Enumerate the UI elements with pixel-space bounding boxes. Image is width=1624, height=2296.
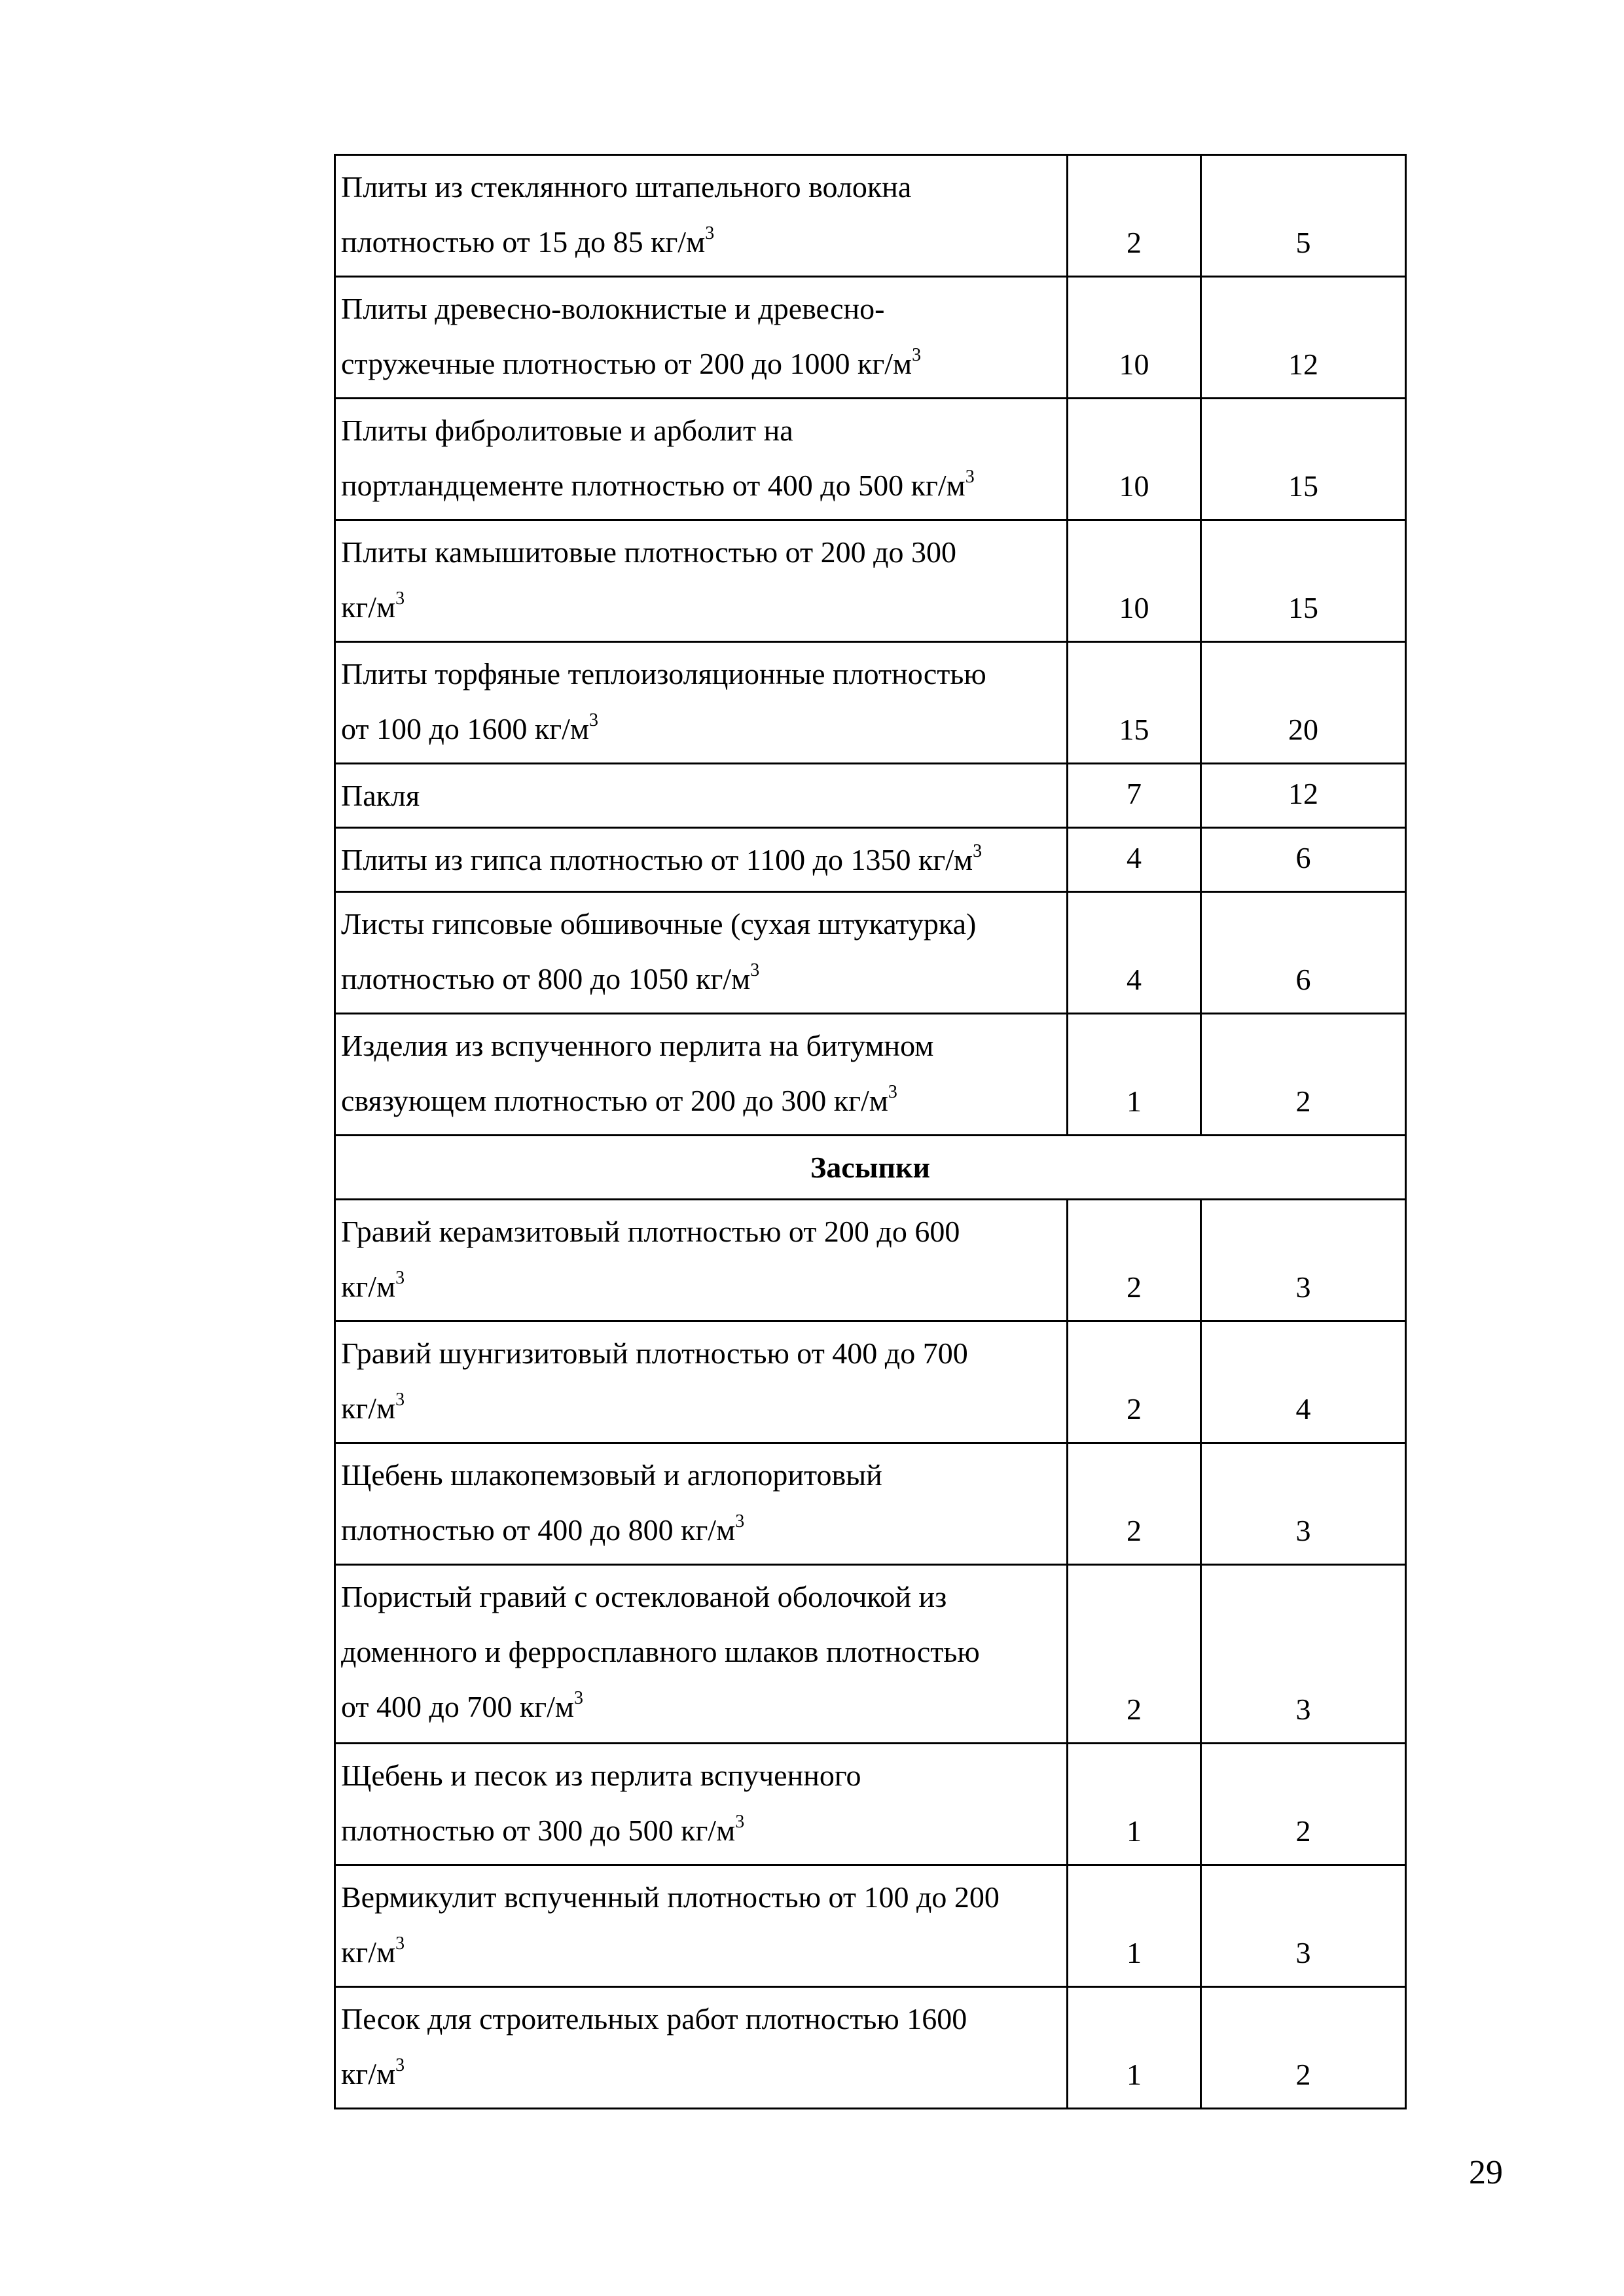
- material-description: [335, 155, 1068, 277]
- value-column-2: 3: [1201, 1565, 1406, 1744]
- description-line: [341, 2047, 1061, 2102]
- description-text: Пакля: [341, 779, 420, 812]
- table-row: [335, 1200, 1406, 1321]
- value-column-1: 2: [1068, 155, 1201, 277]
- description-text: Плиты из стеклянного штапельного волокна: [341, 170, 912, 204]
- unit-superscript: 3: [973, 840, 983, 861]
- description-line: [341, 215, 1061, 270]
- description-text: кг/м: [341, 2057, 396, 2090]
- description-line: [341, 1073, 1061, 1128]
- unit-superscript: 3: [888, 1081, 897, 1102]
- material-description: [335, 1865, 1068, 1987]
- value-column-2: 2: [1201, 1014, 1406, 1136]
- description-text: Пористый гравий с остеклованой оболочкой из: [341, 1580, 947, 1613]
- description-text: Гравий шунгизитовый плотностью от 400 до 700: [341, 1336, 968, 1370]
- value-column-1: 1: [1068, 1987, 1201, 2109]
- section-title: Засыпки: [335, 1136, 1406, 1200]
- material-description: [335, 1321, 1068, 1443]
- description-line: [341, 647, 1061, 702]
- description-line: [341, 1381, 1061, 1436]
- material-description: [335, 277, 1068, 399]
- description-text: Гравий керамзитовый плотностью от 200 до 600: [341, 1215, 960, 1248]
- description-line: [341, 1448, 1061, 1503]
- unit-superscript: 3: [735, 1811, 745, 1832]
- table-row: [335, 828, 1406, 892]
- value-column-1: 2: [1068, 1443, 1201, 1565]
- value-column-2: 4: [1201, 1321, 1406, 1443]
- unit-superscript: 3: [965, 466, 975, 487]
- description-text: плотностью от 400 до 800 кг/м: [341, 1513, 736, 1547]
- description-text: от 100 до 1600 кг/м: [341, 712, 590, 745]
- materials-table: [334, 154, 1407, 2109]
- value-column-2: 15: [1201, 520, 1406, 642]
- description-text: Вермикулит вспученный плотностью от 100 до 200: [341, 1880, 1000, 1914]
- material-description: [335, 892, 1068, 1014]
- description-text: плотностью от 300 до 500 кг/м: [341, 1814, 736, 1847]
- table-row: [335, 642, 1406, 764]
- description-line: [341, 1992, 1061, 2047]
- material-description: [335, 520, 1068, 642]
- unit-superscript: 3: [705, 223, 715, 243]
- description-text: плотностью от 15 до 85 кг/м: [341, 225, 706, 259]
- description-line: [341, 1259, 1061, 1314]
- materials-table-body: [335, 155, 1406, 2109]
- value-column-1: 1: [1068, 1744, 1201, 1865]
- table-row: [335, 1865, 1406, 1987]
- table-row: [335, 1565, 1406, 1744]
- description-line: [341, 1018, 1061, 1073]
- unit-superscript: 3: [574, 1687, 584, 1708]
- value-column-2: 15: [1201, 399, 1406, 520]
- description-text: Щебень шлакопемзовый и аглопоритовый: [341, 1458, 882, 1492]
- description-line: [341, 952, 1061, 1007]
- table-row: [335, 277, 1406, 399]
- table-row: [335, 1744, 1406, 1865]
- description-text: доменного и ферросплавного шлаков плотностью: [341, 1635, 980, 1668]
- description-line: [341, 897, 1061, 952]
- description-line: [341, 160, 1061, 215]
- table-row: [335, 155, 1406, 277]
- unit-superscript: 3: [395, 588, 405, 609]
- description-text: Плиты из гипса плотностью от 1100 до 1350 кг/м: [341, 843, 973, 876]
- unit-superscript: 3: [750, 960, 760, 980]
- description-line: [341, 1925, 1061, 1980]
- description-text: кг/м: [341, 1935, 396, 1969]
- material-description: [335, 642, 1068, 764]
- value-column-2: 20: [1201, 642, 1406, 764]
- description-text: Листы гипсовые обшивочные (сухая штукатурка): [341, 907, 977, 941]
- description-text: Песок для строительных работ плотностью 1600: [341, 2002, 967, 2036]
- description-text: от 400 до 700 кг/м: [341, 1690, 575, 1723]
- table-row: [335, 892, 1406, 1014]
- description-line: [341, 1204, 1061, 1259]
- unit-superscript: 3: [735, 1511, 745, 1532]
- unit-superscript: 3: [395, 2054, 405, 2075]
- value-column-2: 6: [1201, 892, 1406, 1014]
- description-text: Плиты древесно-волокнистые и древесно-: [341, 292, 885, 325]
- description-line: [341, 1503, 1061, 1558]
- description-line: [341, 1748, 1061, 1803]
- page-number: 29: [1469, 2154, 1503, 2191]
- table-row: [335, 764, 1406, 828]
- material-description: [335, 1987, 1068, 2109]
- material-description: [335, 399, 1068, 520]
- description-line: [341, 1870, 1061, 1925]
- description-text: связующем плотностью от 200 до 300 кг/м: [341, 1084, 888, 1117]
- description-line: [341, 403, 1061, 458]
- value-column-1: 4: [1068, 828, 1201, 892]
- table-row: [335, 520, 1406, 642]
- unit-superscript: 3: [395, 1933, 405, 1954]
- description-line: [341, 336, 1061, 391]
- material-description: [335, 1200, 1068, 1321]
- description-line: [341, 1624, 1061, 1679]
- value-column-2: 12: [1201, 764, 1406, 828]
- description-line: [341, 768, 1061, 823]
- value-column-1: 10: [1068, 520, 1201, 642]
- description-text: портландцементе плотностью от 400 до 500 кг/м: [341, 469, 965, 502]
- value-column-2: 5: [1201, 155, 1406, 277]
- description-text: стружечные плотностью от 200 до 1000 кг/м: [341, 347, 912, 380]
- description-text: Изделия из вспученного перлита на битумном: [341, 1029, 934, 1062]
- material-description: [335, 1014, 1068, 1136]
- description-line: [341, 281, 1061, 336]
- description-line: [341, 833, 1061, 888]
- unit-superscript: 3: [395, 1389, 405, 1410]
- description-text: Плиты камышитовые плотностью от 200 до 300: [341, 535, 957, 569]
- value-column-1: 2: [1068, 1321, 1201, 1443]
- value-column-2: 3: [1201, 1865, 1406, 1987]
- table-row: [335, 1014, 1406, 1136]
- value-column-1: 15: [1068, 642, 1201, 764]
- description-line: [341, 1570, 1061, 1624]
- value-column-1: 2: [1068, 1200, 1201, 1321]
- table-row: [335, 1321, 1406, 1443]
- value-column-2: 3: [1201, 1443, 1406, 1565]
- unit-superscript: 3: [589, 709, 599, 730]
- description-text: кг/м: [341, 1270, 396, 1303]
- material-description: [335, 764, 1068, 828]
- material-description: [335, 1744, 1068, 1865]
- description-line: [341, 1326, 1061, 1381]
- description-line: [341, 458, 1061, 513]
- value-column-2: 2: [1201, 1744, 1406, 1865]
- description-text: кг/м: [341, 1391, 396, 1425]
- description-text: плотностью от 800 до 1050 кг/м: [341, 962, 751, 996]
- value-column-1: 10: [1068, 399, 1201, 520]
- description-line: [341, 525, 1061, 580]
- description-text: Плиты фибролитовые и арболит на: [341, 414, 793, 447]
- description-line: [341, 1803, 1061, 1858]
- material-description: [335, 828, 1068, 892]
- value-column-1: 1: [1068, 1014, 1201, 1136]
- description-line: [341, 702, 1061, 757]
- section-header-row: [335, 1136, 1406, 1200]
- value-column-2: 3: [1201, 1200, 1406, 1321]
- value-column-1: 2: [1068, 1565, 1201, 1744]
- material-description: [335, 1443, 1068, 1565]
- table-row: [335, 1443, 1406, 1565]
- value-column-1: 4: [1068, 892, 1201, 1014]
- value-column-2: 2: [1201, 1987, 1406, 2109]
- unit-superscript: 3: [912, 344, 922, 365]
- value-column-1: 1: [1068, 1865, 1201, 1987]
- unit-superscript: 3: [395, 1267, 405, 1288]
- description-text: Плиты торфяные теплоизоляционные плотностью: [341, 657, 986, 691]
- table-row: [335, 1987, 1406, 2109]
- value-column-1: 7: [1068, 764, 1201, 828]
- value-column-2: 12: [1201, 277, 1406, 399]
- value-column-1: 10: [1068, 277, 1201, 399]
- description-text: Щебень и песок из перлита вспученного: [341, 1759, 861, 1792]
- value-column-2: 6: [1201, 828, 1406, 892]
- description-line: [341, 580, 1061, 635]
- description-line: [341, 1679, 1061, 1734]
- material-description: [335, 1565, 1068, 1744]
- table-row: [335, 399, 1406, 520]
- description-text: кг/м: [341, 590, 396, 624]
